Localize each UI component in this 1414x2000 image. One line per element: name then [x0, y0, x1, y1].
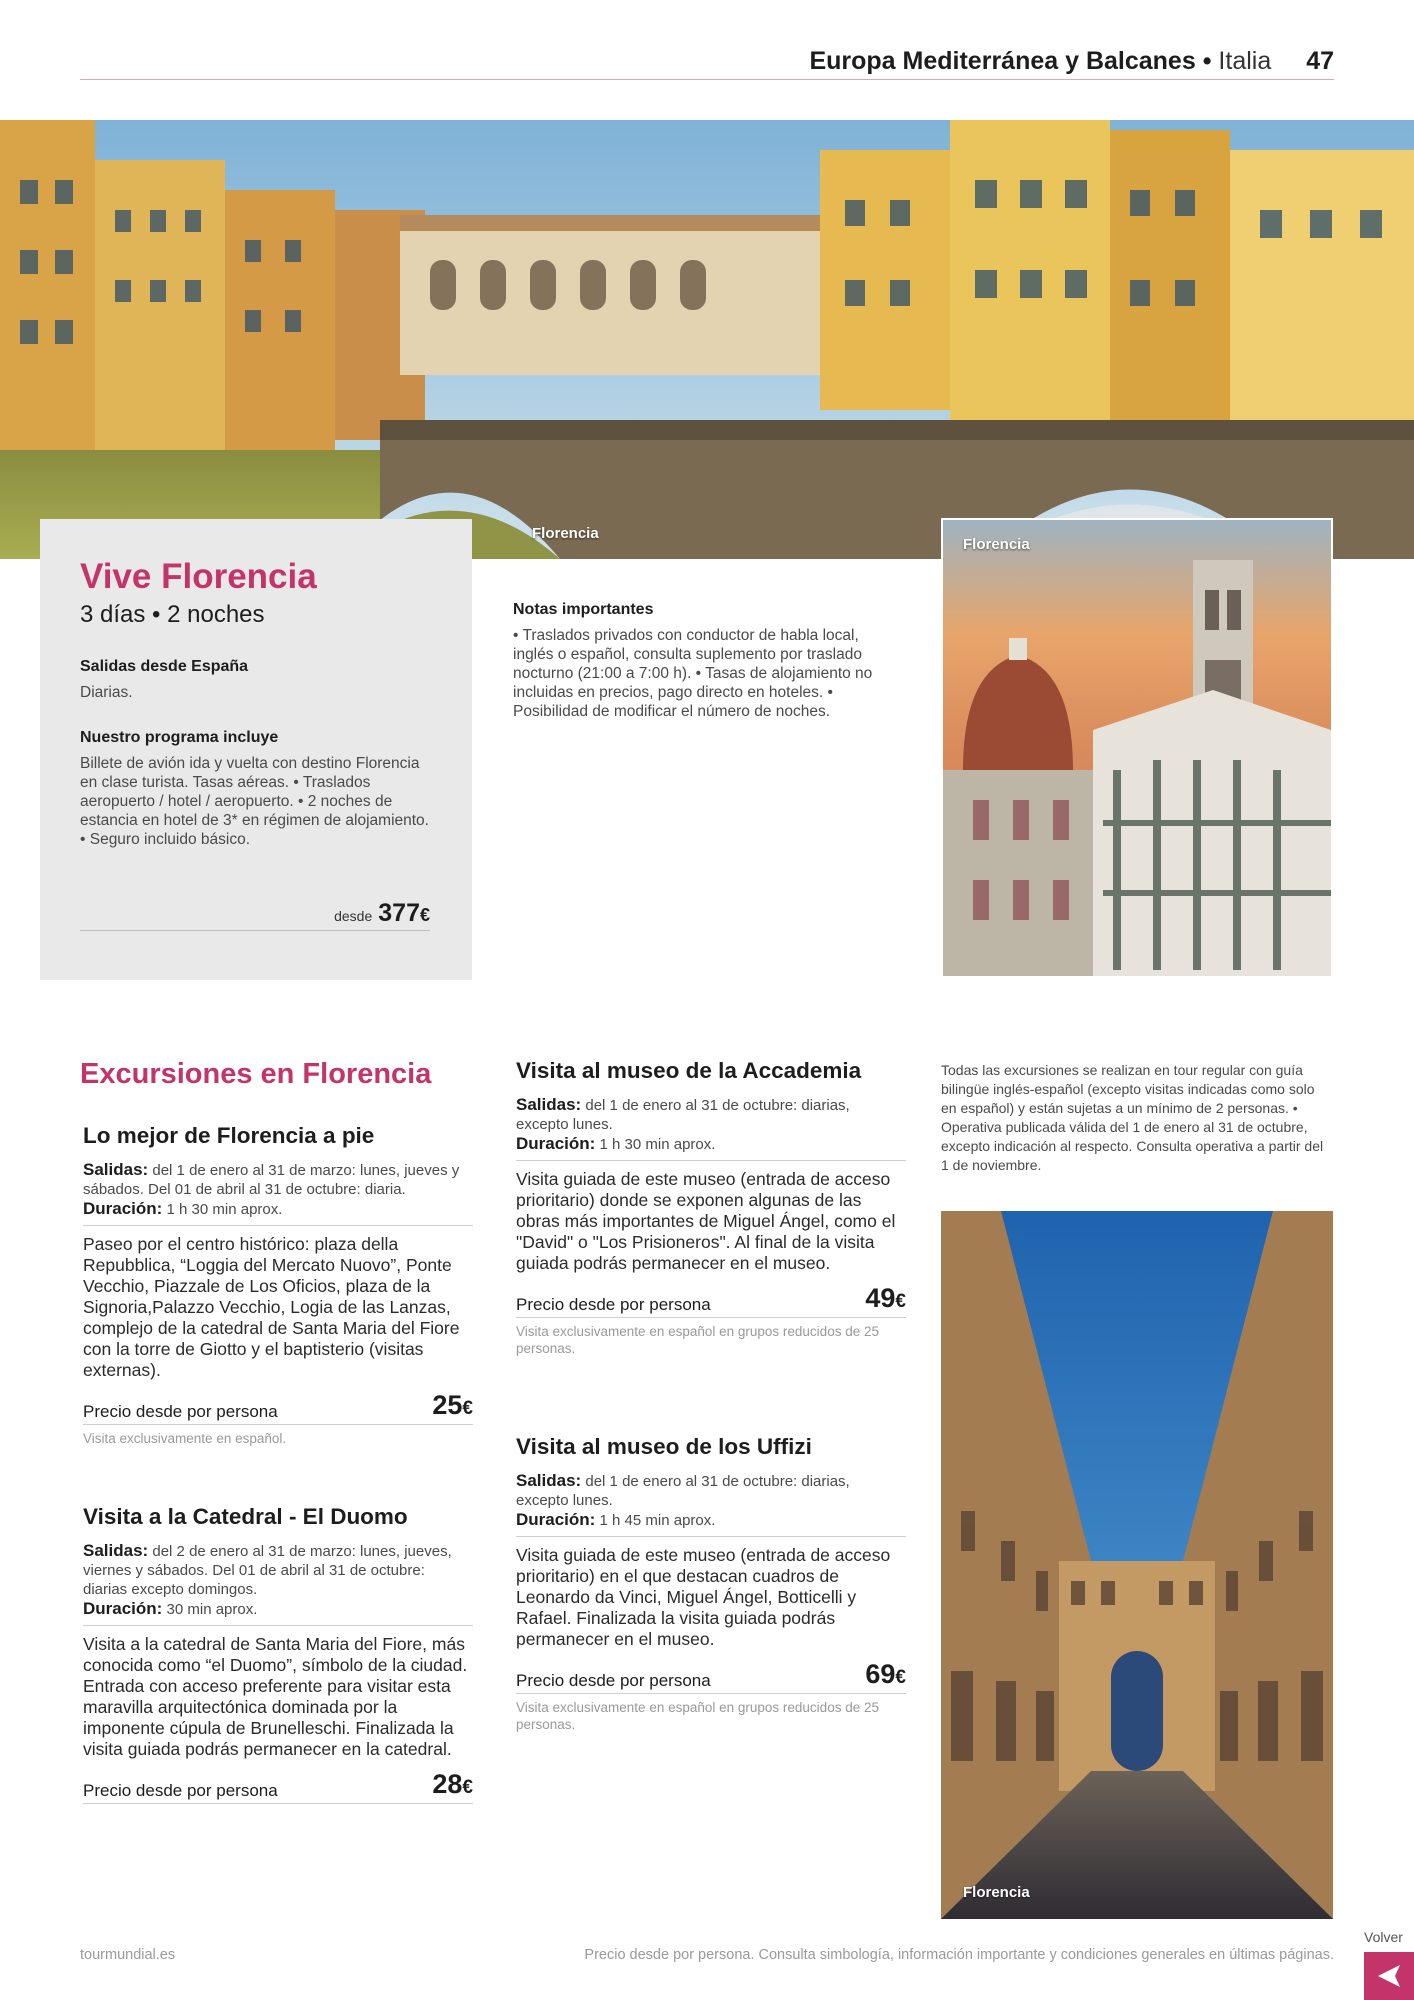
- excursion-meta: [83, 1160, 473, 1226]
- price-label: Precio desde por persona: [516, 1671, 711, 1690]
- salidas-label: Salidas:: [516, 1095, 582, 1114]
- duracion-value: 1 h 45 min aprox.: [599, 1512, 716, 1529]
- hero-caption: Florencia: [532, 525, 599, 542]
- salidas-label: Salidas:: [83, 1160, 149, 1179]
- package-card: [40, 519, 472, 980]
- excursion-card: [83, 1503, 473, 1804]
- salidas-value: del 1 de enero al 31 de octubre: diarias, excepto lunes.: [516, 1473, 850, 1509]
- duracion-value: 1 h 30 min aprox.: [599, 1136, 716, 1153]
- programa-text: Billete de avión ida y vuelta con destino Florencia en clase turista. Tasas aéreas. • Traslados aeropuerto / hotel / aeropuerto. • 2 noches de estancia en hotel de 3* en régimen de alojamiento. • Seguro incluido básico.: [80, 755, 429, 848]
- duracion-label: Duración:: [516, 1510, 596, 1529]
- hero-photo-ponte-vecchio: [0, 120, 1414, 559]
- salidas-value: del 2 de enero al 31 de marzo: lunes, jueves, viernes y sábados. Del 01 de abril al 31 de octubre: diarias excepto domingos.: [83, 1543, 452, 1598]
- uffizi-photo: [941, 1211, 1333, 1919]
- package-duration: 3 días • 2 noches: [80, 601, 265, 628]
- price-value: [865, 1283, 906, 1317]
- excursion-price-row: [516, 1283, 906, 1318]
- excursion-description: Visita a la catedral de Santa Maria del Fiore, más conocida como “el Duomo”, símbolo de la ciudad. Entrada con acceso preferente para visitar esta maravilla arquitectónica dominada por la imponente cúpula de Brunelleschi. Finalizada la visita guiada podrás permanecer en la catedral.: [83, 1634, 468, 1759]
- excursion-description: Visita guiada de este museo (entrada de acceso prioritario) en el que destacan cuadros de Leonardo da Vinci, Miguel Ángel, Botticelli y Rafael. Finalizada la visita guiada podrás permanecer en el museo.: [516, 1545, 891, 1649]
- page-header: [80, 46, 1334, 80]
- excursion-card: [516, 1433, 906, 1733]
- excursion-price-row: [83, 1390, 473, 1425]
- duracion-value: 1 h 30 min aprox.: [166, 1201, 283, 1218]
- salidas-heading: Salidas desde España: [80, 658, 249, 675]
- back-button[interactable]: [1364, 1952, 1414, 2000]
- duracion-label: Duración:: [516, 1134, 596, 1153]
- price-currency: €: [462, 1777, 473, 1798]
- programa-heading: Nuestro programa incluye: [80, 729, 279, 746]
- salidas-label: Salidas:: [83, 1541, 149, 1560]
- excursion-card: [83, 1122, 473, 1447]
- duomo-caption: Florencia: [963, 536, 1030, 553]
- header-title: [809, 46, 1334, 76]
- notes-heading: Notas importantes: [513, 601, 654, 618]
- ponte-vecchio-illustration: [0, 120, 1414, 559]
- price-amount: 25: [432, 1390, 463, 1420]
- price-currency: €: [462, 1398, 473, 1419]
- duomo-photo: [941, 518, 1333, 978]
- duracion-label: Duración:: [83, 1199, 163, 1218]
- excursion-title: Visita al museo de los Uffizi: [516, 1434, 812, 1459]
- excursion-meta: [516, 1471, 906, 1537]
- excursion-description: Visita guiada de este museo (entrada de acceso prioritario) donde se exponen algunas de las obras más importantes de Miguel Ángel, como el "David" o "Los Prisioneros". Al final de la visita guiada podrás permanecer en el museo.: [516, 1169, 896, 1273]
- page-number: 47: [1306, 47, 1334, 75]
- salidas-value: del 1 de enero al 31 de marzo: lunes, jueves y sábados. Del 01 de abril al 31 de octubre: diaria.: [83, 1162, 460, 1198]
- header-country: Italia: [1218, 47, 1272, 75]
- price-prefix: desde: [334, 908, 373, 924]
- footer-disclaimer: Precio desde por persona. Consulta simbología, información importante y condiciones generales en últimas páginas.: [584, 1947, 1334, 1963]
- price-amount: 28: [432, 1769, 463, 1799]
- excursion-card: [516, 1057, 906, 1357]
- price-amount: 49: [865, 1283, 896, 1313]
- price-currency: €: [419, 905, 430, 925]
- excursion-note: Visita exclusivamente en español en grupos reducidos de 25 personas.: [516, 1700, 879, 1732]
- price-currency: €: [895, 1667, 906, 1688]
- uffizi-illustration: [941, 1211, 1333, 1919]
- arrow-left-icon: [1364, 1952, 1414, 2000]
- package-price: [80, 899, 430, 931]
- footer-site[interactable]: tourmundial.es: [80, 1947, 176, 1963]
- salidas-label: Salidas:: [516, 1471, 582, 1490]
- duracion-label: Duración:: [83, 1599, 163, 1618]
- excursion-meta: [83, 1541, 473, 1626]
- duracion-value: 30 min aprox.: [166, 1601, 258, 1618]
- salidas-text: Diarias.: [80, 684, 133, 701]
- excursion-title: Lo mejor de Florencia a pie: [83, 1123, 375, 1148]
- price-value: [865, 1659, 906, 1693]
- excursions-title: Excursiones en Florencia: [80, 1058, 432, 1090]
- salidas-value: del 1 de enero al 31 de octubre: diarias, excepto lunes.: [516, 1097, 850, 1133]
- excursions-side-note: Todas las excursiones se realizan en tour regular con guía bilingüe inglés-español (excepto visitas indicadas como solo en español) y están sujetas a un mínimo de 2 personas. • Operativa publicada válida del 1 de enero al 31 de octubre, excepto indicación al respecto. Consulta operativa a partir del 1 de noviembre.: [941, 1062, 1324, 1173]
- price-label: Precio desde por persona: [83, 1781, 278, 1800]
- excursion-note: Visita exclusivamente en español.: [83, 1431, 287, 1446]
- price-label: Precio desde por persona: [516, 1295, 711, 1314]
- important-notes: [513, 600, 903, 721]
- notes-text: • Traslados privados con conductor de habla local, inglés o español, consulta suplemento por traslado nocturno (21:00 a 7:00 h). • Tasas de alojamiento no incluidas en precios, pago directo en hoteles. • Posibilidad de modificar el número de noches.: [513, 627, 873, 720]
- header-region: Europa Mediterránea y Balcanes: [809, 47, 1196, 75]
- duomo-illustration: [943, 520, 1331, 976]
- back-label: Volver: [1364, 1929, 1403, 1945]
- excursion-price-row: [83, 1769, 473, 1804]
- excursion-note: Visita exclusivamente en español en grupos reducidos de 25 personas.: [516, 1324, 879, 1356]
- excursion-description: Paseo por el centro histórico: plaza della Repubblica, “Loggia del Mercato Nuovo”, Ponte Vecchio, Piazzale de Los Oficios, plaza de la Signoria,Palazzo Vecchio, Logia de las Lanzas, complejo de la catedral de Santa Maria del Fiore con la torre de Giotto y el baptisterio (visitas externas).: [83, 1234, 460, 1380]
- excursion-title: Visita a la Catedral - El Duomo: [83, 1504, 408, 1529]
- price-currency: €: [895, 1291, 906, 1312]
- uffizi-caption: Florencia: [963, 1884, 1030, 1901]
- price-value: [432, 1769, 473, 1803]
- price-value: [432, 1390, 473, 1424]
- excursion-title: Visita al museo de la Accademia: [516, 1058, 862, 1083]
- excursion-meta: [516, 1095, 906, 1161]
- header-separator: •: [1202, 47, 1212, 75]
- package-title: Vive Florencia: [80, 557, 317, 596]
- price-amount: 69: [865, 1659, 896, 1689]
- price-amount: 377: [378, 899, 420, 927]
- excursion-price-row: [516, 1659, 906, 1694]
- price-label: Precio desde por persona: [83, 1402, 278, 1421]
